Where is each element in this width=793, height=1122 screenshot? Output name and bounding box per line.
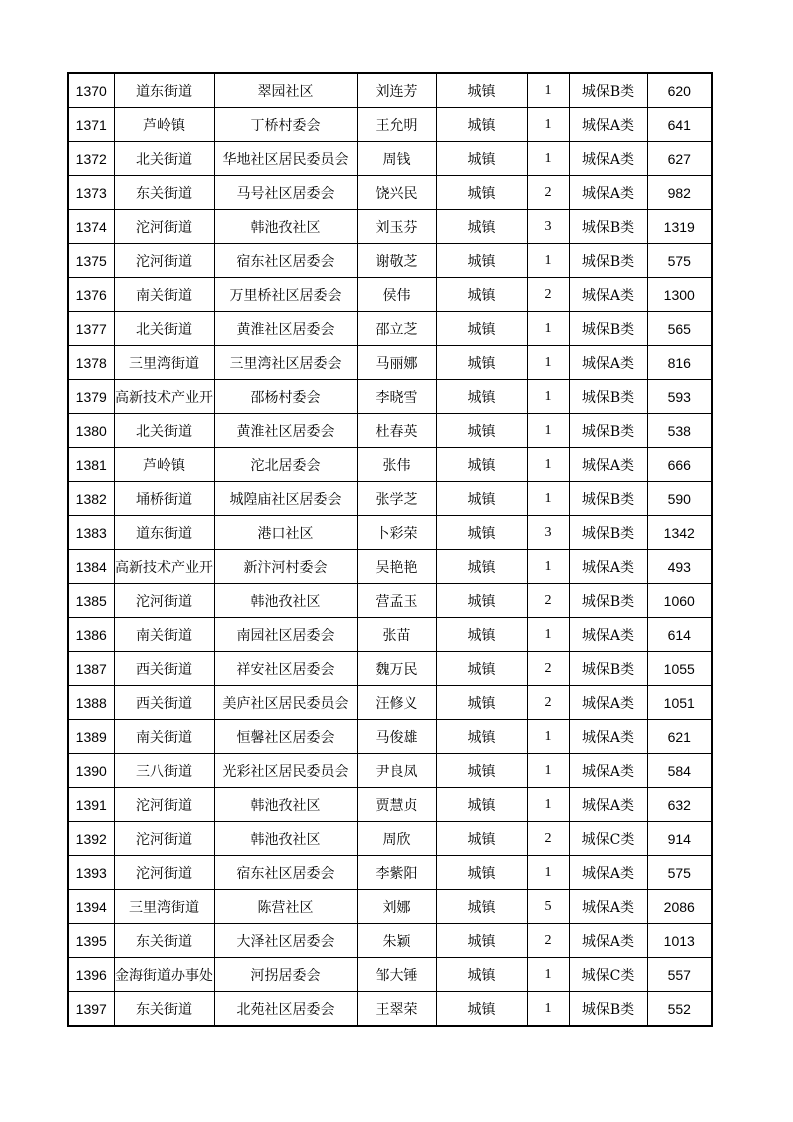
area-type-cell: 城镇	[436, 312, 527, 346]
serial-number-cell: 1389	[68, 720, 114, 754]
table-row	[68, 176, 712, 210]
street-cell: 高新技术产业开	[114, 380, 214, 414]
street-cell: 芦岭镇	[114, 108, 214, 142]
category-cell: 城保B类	[569, 414, 647, 448]
category-cell: 城保B类	[569, 312, 647, 346]
serial-number-cell: 1381	[68, 448, 114, 482]
community-cell: 宿东社区居委会	[214, 856, 357, 890]
table-row	[68, 346, 712, 380]
community-cell: 黄淮社区居委会	[214, 312, 357, 346]
category-cell: 城保C类	[569, 958, 647, 992]
amount-cell: 575	[647, 856, 712, 890]
name-cell: 魏万民	[357, 652, 436, 686]
community-cell: 沱北居委会	[214, 448, 357, 482]
name-cell: 马丽娜	[357, 346, 436, 380]
serial-number-cell: 1395	[68, 924, 114, 958]
community-cell: 邵杨村委会	[214, 380, 357, 414]
street-cell: 东关街道	[114, 176, 214, 210]
name-cell: 李紫阳	[357, 856, 436, 890]
street-cell: 三八街道	[114, 754, 214, 788]
street-cell: 高新技术产业开	[114, 550, 214, 584]
table-row	[68, 73, 712, 108]
name-cell: 李晓雪	[357, 380, 436, 414]
amount-cell: 627	[647, 142, 712, 176]
amount-cell: 593	[647, 380, 712, 414]
street-cell: 沱河街道	[114, 244, 214, 278]
area-type-cell: 城镇	[436, 142, 527, 176]
community-cell: 光彩社区居民委员会	[214, 754, 357, 788]
category-cell: 城保A类	[569, 108, 647, 142]
amount-cell: 1055	[647, 652, 712, 686]
category-cell: 城保A类	[569, 924, 647, 958]
serial-number-cell: 1392	[68, 822, 114, 856]
category-cell: 城保A类	[569, 856, 647, 890]
community-cell: 城隍庙社区居委会	[214, 482, 357, 516]
serial-number-cell: 1379	[68, 380, 114, 414]
amount-cell: 565	[647, 312, 712, 346]
household-count-cell: 3	[527, 210, 569, 244]
table-row	[68, 992, 712, 1027]
household-count-cell: 2	[527, 584, 569, 618]
table-row	[68, 380, 712, 414]
name-cell: 营孟玉	[357, 584, 436, 618]
street-cell: 三里湾街道	[114, 890, 214, 924]
street-cell: 沱河街道	[114, 788, 214, 822]
community-cell: 陈营社区	[214, 890, 357, 924]
household-count-cell: 1	[527, 788, 569, 822]
serial-number-cell: 1372	[68, 142, 114, 176]
serial-number-cell: 1394	[68, 890, 114, 924]
serial-number-cell: 1378	[68, 346, 114, 380]
table-row	[68, 720, 712, 754]
household-count-cell: 1	[527, 754, 569, 788]
street-cell: 沱河街道	[114, 210, 214, 244]
household-count-cell: 1	[527, 380, 569, 414]
household-count-cell: 2	[527, 686, 569, 720]
table-row	[68, 516, 712, 550]
table-row	[68, 686, 712, 720]
amount-cell: 816	[647, 346, 712, 380]
name-cell: 张学芝	[357, 482, 436, 516]
community-cell: 马号社区居委会	[214, 176, 357, 210]
community-cell: 宿东社区居委会	[214, 244, 357, 278]
street-cell: 北关街道	[114, 142, 214, 176]
street-cell: 埇桥街道	[114, 482, 214, 516]
amount-cell: 1319	[647, 210, 712, 244]
amount-cell: 538	[647, 414, 712, 448]
name-cell: 刘玉芬	[357, 210, 436, 244]
community-cell: 河拐居委会	[214, 958, 357, 992]
category-cell: 城保A类	[569, 754, 647, 788]
category-cell: 城保A类	[569, 346, 647, 380]
name-cell: 邵立芝	[357, 312, 436, 346]
table-row	[68, 584, 712, 618]
household-count-cell: 1	[527, 346, 569, 380]
community-cell: 华地社区居民委员会	[214, 142, 357, 176]
household-count-cell: 5	[527, 890, 569, 924]
household-count-cell: 1	[527, 108, 569, 142]
category-cell: 城保B类	[569, 210, 647, 244]
name-cell: 马俊雄	[357, 720, 436, 754]
roster-body	[68, 73, 712, 1026]
household-count-cell: 1	[527, 448, 569, 482]
street-cell: 南关街道	[114, 720, 214, 754]
category-cell: 城保A类	[569, 720, 647, 754]
category-cell: 城保B类	[569, 584, 647, 618]
roster-table	[67, 72, 713, 1027]
category-cell: 城保A类	[569, 176, 647, 210]
street-cell: 东关街道	[114, 992, 214, 1027]
community-cell: 恒馨社区居委会	[214, 720, 357, 754]
community-cell: 大泽社区居委会	[214, 924, 357, 958]
community-cell: 北苑社区居委会	[214, 992, 357, 1027]
household-count-cell: 1	[527, 312, 569, 346]
amount-cell: 552	[647, 992, 712, 1027]
street-cell: 道东街道	[114, 73, 214, 108]
area-type-cell: 城镇	[436, 686, 527, 720]
serial-number-cell: 1374	[68, 210, 114, 244]
table-row	[68, 618, 712, 652]
serial-number-cell: 1383	[68, 516, 114, 550]
community-cell: 翠园社区	[214, 73, 357, 108]
street-cell: 道东街道	[114, 516, 214, 550]
category-cell: 城保A类	[569, 618, 647, 652]
table-row	[68, 414, 712, 448]
community-cell: 美庐社区居民委员会	[214, 686, 357, 720]
category-cell: 城保B类	[569, 73, 647, 108]
serial-number-cell: 1376	[68, 278, 114, 312]
serial-number-cell: 1387	[68, 652, 114, 686]
name-cell: 邹大锤	[357, 958, 436, 992]
street-cell: 西关街道	[114, 686, 214, 720]
name-cell: 王允明	[357, 108, 436, 142]
category-cell: 城保A类	[569, 890, 647, 924]
amount-cell: 1051	[647, 686, 712, 720]
table-row	[68, 142, 712, 176]
street-cell: 东关街道	[114, 924, 214, 958]
category-cell: 城保A类	[569, 686, 647, 720]
category-cell: 城保A类	[569, 448, 647, 482]
serial-number-cell: 1397	[68, 992, 114, 1027]
amount-cell: 621	[647, 720, 712, 754]
community-cell: 韩池孜社区	[214, 822, 357, 856]
community-cell: 新汴河村委会	[214, 550, 357, 584]
area-type-cell: 城镇	[436, 652, 527, 686]
serial-number-cell: 1388	[68, 686, 114, 720]
amount-cell: 584	[647, 754, 712, 788]
area-type-cell: 城镇	[436, 346, 527, 380]
table-row	[68, 652, 712, 686]
category-cell: 城保B类	[569, 516, 647, 550]
area-type-cell: 城镇	[436, 244, 527, 278]
area-type-cell: 城镇	[436, 380, 527, 414]
serial-number-cell: 1373	[68, 176, 114, 210]
street-cell: 南关街道	[114, 618, 214, 652]
table-row	[68, 448, 712, 482]
street-cell: 北关街道	[114, 312, 214, 346]
community-cell: 万里桥社区居委会	[214, 278, 357, 312]
community-cell: 黄淮社区居委会	[214, 414, 357, 448]
serial-number-cell: 1384	[68, 550, 114, 584]
table-row	[68, 312, 712, 346]
serial-number-cell: 1370	[68, 73, 114, 108]
amount-cell: 590	[647, 482, 712, 516]
community-cell: 韩池孜社区	[214, 584, 357, 618]
category-cell: 城保A类	[569, 788, 647, 822]
household-count-cell: 2	[527, 176, 569, 210]
serial-number-cell: 1371	[68, 108, 114, 142]
area-type-cell: 城镇	[436, 584, 527, 618]
name-cell: 朱颖	[357, 924, 436, 958]
area-type-cell: 城镇	[436, 822, 527, 856]
street-cell: 沱河街道	[114, 856, 214, 890]
table-row	[68, 958, 712, 992]
table-row	[68, 754, 712, 788]
amount-cell: 1342	[647, 516, 712, 550]
household-count-cell: 1	[527, 73, 569, 108]
table-row	[68, 788, 712, 822]
serial-number-cell: 1380	[68, 414, 114, 448]
household-count-cell: 2	[527, 822, 569, 856]
household-count-cell: 1	[527, 618, 569, 652]
table-row	[68, 108, 712, 142]
name-cell: 卜彩荣	[357, 516, 436, 550]
serial-number-cell: 1396	[68, 958, 114, 992]
street-cell: 三里湾街道	[114, 346, 214, 380]
serial-number-cell: 1377	[68, 312, 114, 346]
category-cell: 城保A类	[569, 550, 647, 584]
street-cell: 沱河街道	[114, 584, 214, 618]
category-cell: 城保B类	[569, 992, 647, 1027]
amount-cell: 557	[647, 958, 712, 992]
area-type-cell: 城镇	[436, 73, 527, 108]
area-type-cell: 城镇	[436, 414, 527, 448]
community-cell: 韩池孜社区	[214, 210, 357, 244]
amount-cell: 914	[647, 822, 712, 856]
street-cell: 芦岭镇	[114, 448, 214, 482]
serial-number-cell: 1393	[68, 856, 114, 890]
amount-cell: 493	[647, 550, 712, 584]
area-type-cell: 城镇	[436, 618, 527, 652]
area-type-cell: 城镇	[436, 890, 527, 924]
household-count-cell: 1	[527, 856, 569, 890]
name-cell: 谢敬芝	[357, 244, 436, 278]
community-cell: 三里湾社区居委会	[214, 346, 357, 380]
amount-cell: 1300	[647, 278, 712, 312]
name-cell: 杜春英	[357, 414, 436, 448]
street-cell: 北关街道	[114, 414, 214, 448]
household-count-cell: 1	[527, 720, 569, 754]
street-cell: 西关街道	[114, 652, 214, 686]
amount-cell: 2086	[647, 890, 712, 924]
amount-cell: 575	[647, 244, 712, 278]
street-cell: 南关街道	[114, 278, 214, 312]
name-cell: 刘娜	[357, 890, 436, 924]
serial-number-cell: 1386	[68, 618, 114, 652]
street-cell: 沱河街道	[114, 822, 214, 856]
name-cell: 刘连芳	[357, 73, 436, 108]
name-cell: 侯伟	[357, 278, 436, 312]
amount-cell: 632	[647, 788, 712, 822]
area-type-cell: 城镇	[436, 992, 527, 1027]
area-type-cell: 城镇	[436, 516, 527, 550]
name-cell: 尹良凤	[357, 754, 436, 788]
community-cell: 祥安社区居委会	[214, 652, 357, 686]
category-cell: 城保B类	[569, 244, 647, 278]
name-cell: 王翠荣	[357, 992, 436, 1027]
table-row	[68, 210, 712, 244]
serial-number-cell: 1375	[68, 244, 114, 278]
area-type-cell: 城镇	[436, 958, 527, 992]
table-row	[68, 244, 712, 278]
area-type-cell: 城镇	[436, 720, 527, 754]
area-type-cell: 城镇	[436, 924, 527, 958]
area-type-cell: 城镇	[436, 176, 527, 210]
category-cell: 城保B类	[569, 482, 647, 516]
serial-number-cell: 1390	[68, 754, 114, 788]
name-cell: 张伟	[357, 448, 436, 482]
street-cell: 金海街道办事处	[114, 958, 214, 992]
amount-cell: 1013	[647, 924, 712, 958]
category-cell: 城保A类	[569, 278, 647, 312]
area-type-cell: 城镇	[436, 550, 527, 584]
community-cell: 港口社区	[214, 516, 357, 550]
household-count-cell: 1	[527, 482, 569, 516]
household-count-cell: 2	[527, 278, 569, 312]
area-type-cell: 城镇	[436, 856, 527, 890]
area-type-cell: 城镇	[436, 278, 527, 312]
name-cell: 吴艳艳	[357, 550, 436, 584]
table-row	[68, 856, 712, 890]
household-count-cell: 1	[527, 244, 569, 278]
serial-number-cell: 1382	[68, 482, 114, 516]
household-count-cell: 1	[527, 550, 569, 584]
name-cell: 贾慧贞	[357, 788, 436, 822]
name-cell: 饶兴民	[357, 176, 436, 210]
amount-cell: 620	[647, 73, 712, 108]
area-type-cell: 城镇	[436, 448, 527, 482]
category-cell: 城保A类	[569, 142, 647, 176]
household-count-cell: 1	[527, 142, 569, 176]
area-type-cell: 城镇	[436, 754, 527, 788]
name-cell: 张苗	[357, 618, 436, 652]
area-type-cell: 城镇	[436, 482, 527, 516]
table-row	[68, 482, 712, 516]
table-row	[68, 278, 712, 312]
table-row	[68, 890, 712, 924]
name-cell: 周钱	[357, 142, 436, 176]
serial-number-cell: 1385	[68, 584, 114, 618]
table-row	[68, 822, 712, 856]
household-count-cell: 3	[527, 516, 569, 550]
household-count-cell: 1	[527, 992, 569, 1027]
area-type-cell: 城镇	[436, 210, 527, 244]
amount-cell: 614	[647, 618, 712, 652]
serial-number-cell: 1391	[68, 788, 114, 822]
area-type-cell: 城镇	[436, 108, 527, 142]
category-cell: 城保B类	[569, 652, 647, 686]
community-cell: 南园社区居委会	[214, 618, 357, 652]
household-count-cell: 1	[527, 414, 569, 448]
amount-cell: 641	[647, 108, 712, 142]
name-cell: 汪修义	[357, 686, 436, 720]
household-count-cell: 2	[527, 924, 569, 958]
household-count-cell: 1	[527, 958, 569, 992]
household-count-cell: 2	[527, 652, 569, 686]
amount-cell: 666	[647, 448, 712, 482]
area-type-cell: 城镇	[436, 788, 527, 822]
category-cell: 城保B类	[569, 380, 647, 414]
name-cell: 周欣	[357, 822, 436, 856]
community-cell: 韩池孜社区	[214, 788, 357, 822]
table-row	[68, 550, 712, 584]
community-cell: 丁桥村委会	[214, 108, 357, 142]
amount-cell: 1060	[647, 584, 712, 618]
table-row	[68, 924, 712, 958]
amount-cell: 982	[647, 176, 712, 210]
category-cell: 城保C类	[569, 822, 647, 856]
